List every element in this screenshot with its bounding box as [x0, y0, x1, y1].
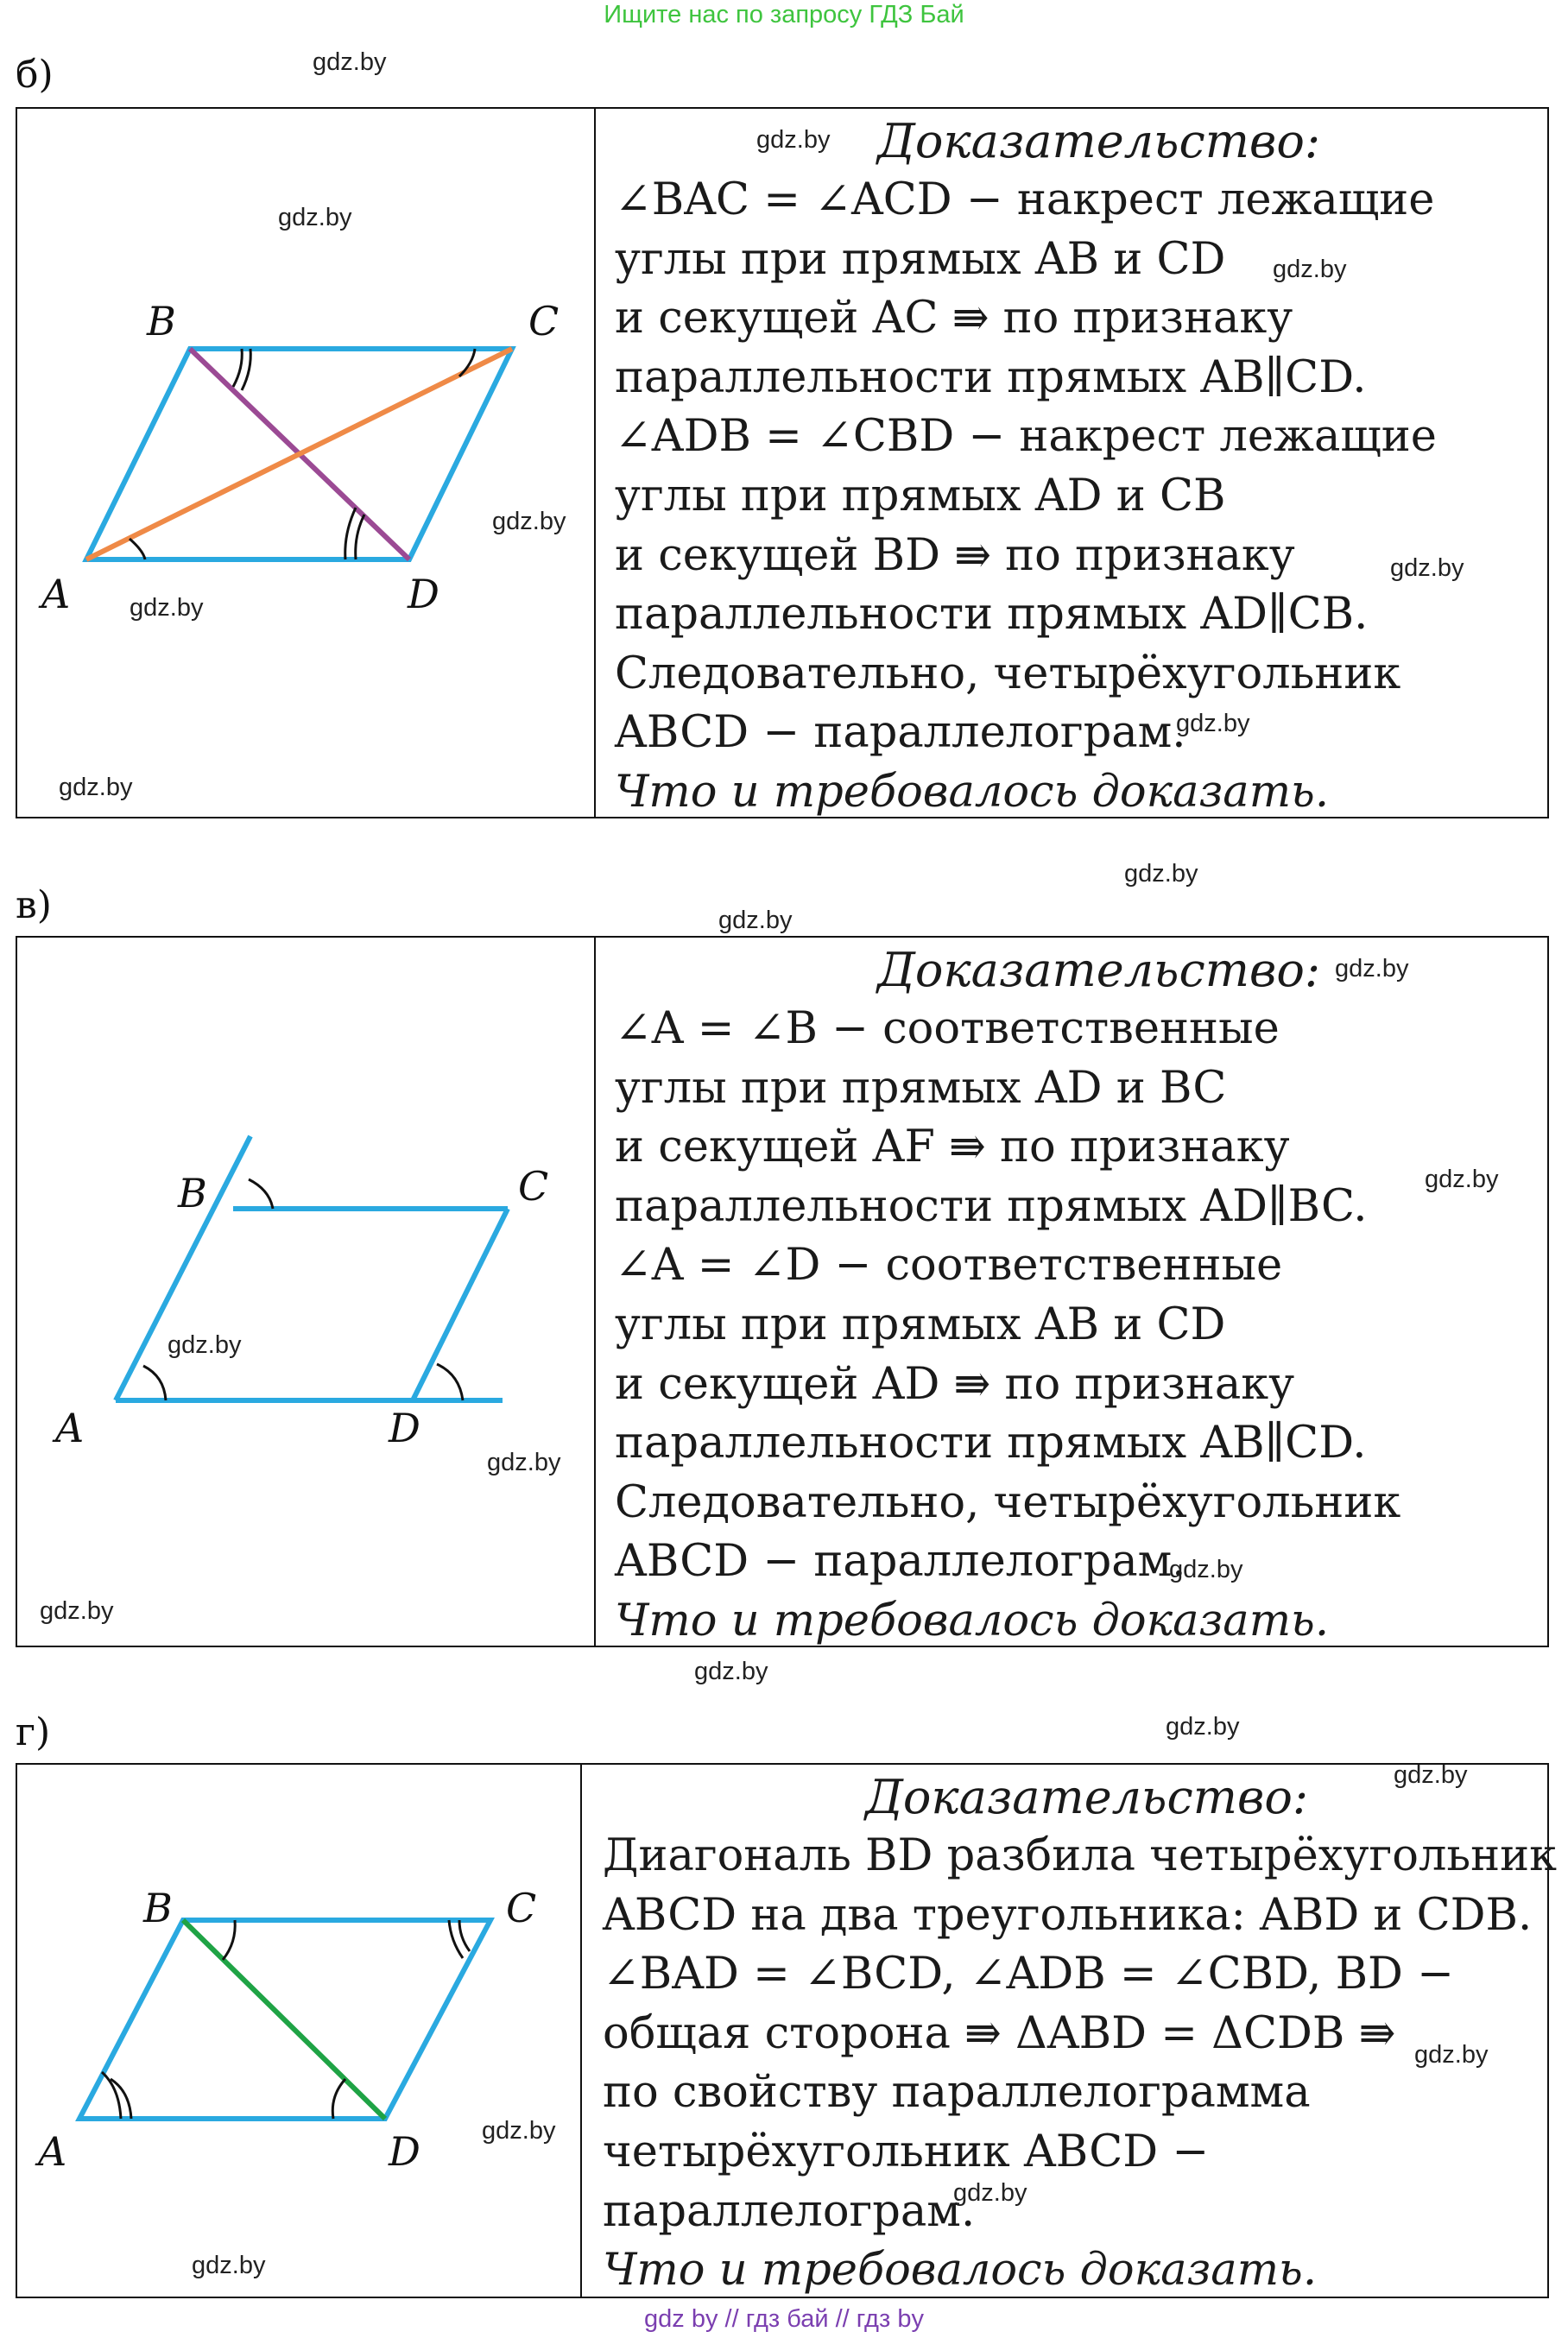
- watermark: gdz.by: [487, 1449, 561, 1476]
- watermark: gdz.by: [492, 508, 566, 535]
- watermark: gdz.by: [278, 204, 352, 231]
- watermark: gdz.by: [1425, 1166, 1499, 1193]
- vertex-b: B: [147, 298, 176, 344]
- watermark: gdz.by: [756, 126, 831, 154]
- side-cd: [413, 1209, 508, 1400]
- proof-line: общая сторона ⇛ ΔABD = ΔCDB ⇛: [603, 2007, 1396, 2059]
- part-v-box: [16, 936, 1549, 1647]
- angle-mark-d: [332, 2079, 345, 2119]
- proof-title: Доказательство:: [877, 943, 1321, 997]
- part-label-v: в): [16, 883, 52, 927]
- diagonal-ac: [86, 349, 512, 559]
- angle-mark-a: [143, 1366, 166, 1400]
- watermark: gdz.by: [953, 2179, 1027, 2207]
- watermark: gdz.by: [1166, 1713, 1240, 1741]
- proof-line: ABCD − параллелограм.: [615, 707, 1186, 759]
- proof-title: Доказательство:: [877, 114, 1321, 168]
- watermark: gdz.by: [1390, 554, 1464, 582]
- watermark: gdz.by: [168, 1331, 242, 1359]
- watermark: gdz.by: [1169, 1556, 1243, 1583]
- watermark: gdz.by: [1335, 955, 1409, 983]
- proof-line: ∠BAD = ∠BCD, ∠ADB = ∠CBD, BD −: [603, 1949, 1454, 2000]
- proof-line: и секущей AD ⇛ по признаку: [615, 1358, 1295, 1410]
- proof-line: ∠A = ∠D − соответственные: [615, 1240, 1283, 1292]
- proof-line: Следовательно, четырёхугольник: [615, 648, 1401, 699]
- bottom-banner[interactable]: gdz by // гдз бай // гдз by: [644, 2305, 924, 2333]
- vertex-c: C: [506, 1885, 537, 1931]
- vertex-d: D: [389, 1405, 420, 1451]
- part-v-proof: [596, 938, 1547, 1646]
- proof-line: Диагональ BD разбила четырёхугольник: [603, 1830, 1557, 1881]
- watermark: gdz.by: [694, 1658, 768, 1685]
- vertex-c: C: [518, 1163, 549, 1210]
- proof-line: четырёхугольник ABCD −: [603, 2126, 1210, 2177]
- proof-line: и секущей AC ⇛ по признаку: [615, 293, 1293, 344]
- proof-line: ∠BAC = ∠ACD − накрест лежащие: [615, 174, 1435, 225]
- watermark: gdz.by: [482, 2117, 556, 2145]
- proof-line: параллельности прямых AB∥CD.: [615, 1418, 1367, 1469]
- angle-mark-c-2: [459, 1920, 470, 1951]
- part-label-g: г): [16, 1710, 51, 1754]
- watermark: gdz.by: [1124, 860, 1198, 888]
- watermark: gdz.by: [1414, 2041, 1489, 2069]
- watermark: gdz.by: [59, 774, 133, 801]
- proof-line: ABCD − параллелограм.: [615, 1536, 1186, 1588]
- proof-line: ∠A = ∠B − соответственные: [615, 1003, 1280, 1054]
- part-v-figure: [17, 938, 596, 1646]
- vertex-c: C: [528, 298, 560, 344]
- angle-mark-d-1: [356, 515, 364, 559]
- watermark: gdz.by: [718, 907, 793, 934]
- watermark: gdz.by: [1273, 256, 1347, 283]
- watermark: gdz.by: [1176, 710, 1250, 737]
- part-b-box: [16, 107, 1549, 818]
- vertex-b: B: [143, 1885, 173, 1931]
- proof-line: параллельности прямых AB∥CD.: [615, 351, 1367, 403]
- part-g-figure: [17, 1765, 582, 2297]
- vertex-a: A: [55, 1405, 85, 1451]
- angle-mark-b: [249, 1179, 273, 1209]
- vertex-a: A: [41, 571, 71, 617]
- diagonal-bd: [183, 1920, 385, 2119]
- parallelogram-secant-figure: [17, 938, 594, 1646]
- angle-mark-b: [223, 1920, 235, 1960]
- proof-line: Следовательно, четырёхугольник: [615, 1476, 1401, 1528]
- vertex-a: A: [38, 2128, 67, 2175]
- proof-line: углы при прямых AD и BC: [615, 1062, 1227, 1114]
- top-banner[interactable]: Ищите нас по запросу ГДЗ Бай: [604, 1, 964, 28]
- proof-line: параллельности прямых AD∥CB.: [615, 589, 1369, 641]
- proof-line: параллелограм.: [603, 2185, 976, 2237]
- proof-end: Что и требовалось доказать.: [603, 2245, 1318, 2297]
- proof-line: параллельности прямых AD∥BC.: [615, 1180, 1368, 1232]
- part-label-b: б): [16, 53, 54, 97]
- watermark: gdz.by: [130, 594, 204, 622]
- watermark: gdz.by: [192, 2252, 266, 2279]
- vertex-b: B: [178, 1170, 207, 1216]
- angle-mark-b-1: [233, 349, 242, 387]
- parallelogram-diagonal-figure: [17, 1765, 580, 2297]
- proof-line: ∠ADB = ∠CBD − накрест лежащие: [615, 411, 1437, 463]
- proof-title: Доказательство:: [865, 1770, 1309, 1824]
- watermark: gdz.by: [1394, 1761, 1468, 1789]
- part-g-box: [16, 1763, 1557, 2298]
- proof-line: углы при прямых AD и CB: [615, 470, 1226, 521]
- vertex-d: D: [408, 571, 439, 617]
- watermark: gdz.by: [40, 1597, 114, 1625]
- proof-line: и секущей BD ⇛ по признаку: [615, 529, 1295, 581]
- proof-line: углы при прямых AB и CD: [615, 233, 1226, 285]
- proof-line: ABCD на два треугольника: ABD и CDB.: [603, 1889, 1533, 1941]
- proof-line: по свойству параллелограмма: [603, 2067, 1311, 2119]
- watermark: gdz.by: [313, 48, 387, 76]
- proof-line: и секущей AF ⇛ по признаку: [615, 1122, 1290, 1173]
- angle-mark-a: [130, 539, 145, 559]
- vertex-d: D: [389, 2128, 420, 2175]
- part-b-proof: [596, 109, 1547, 817]
- proof-end: Что и требовалось доказать.: [615, 1595, 1330, 1646]
- part-g-proof: [582, 1765, 1557, 2297]
- angle-mark-d: [437, 1364, 463, 1400]
- angle-mark-d-2: [345, 508, 356, 559]
- proof-end: Что и требовалось доказать.: [615, 766, 1330, 818]
- proof-line: углы при прямых AB и CD: [615, 1299, 1226, 1350]
